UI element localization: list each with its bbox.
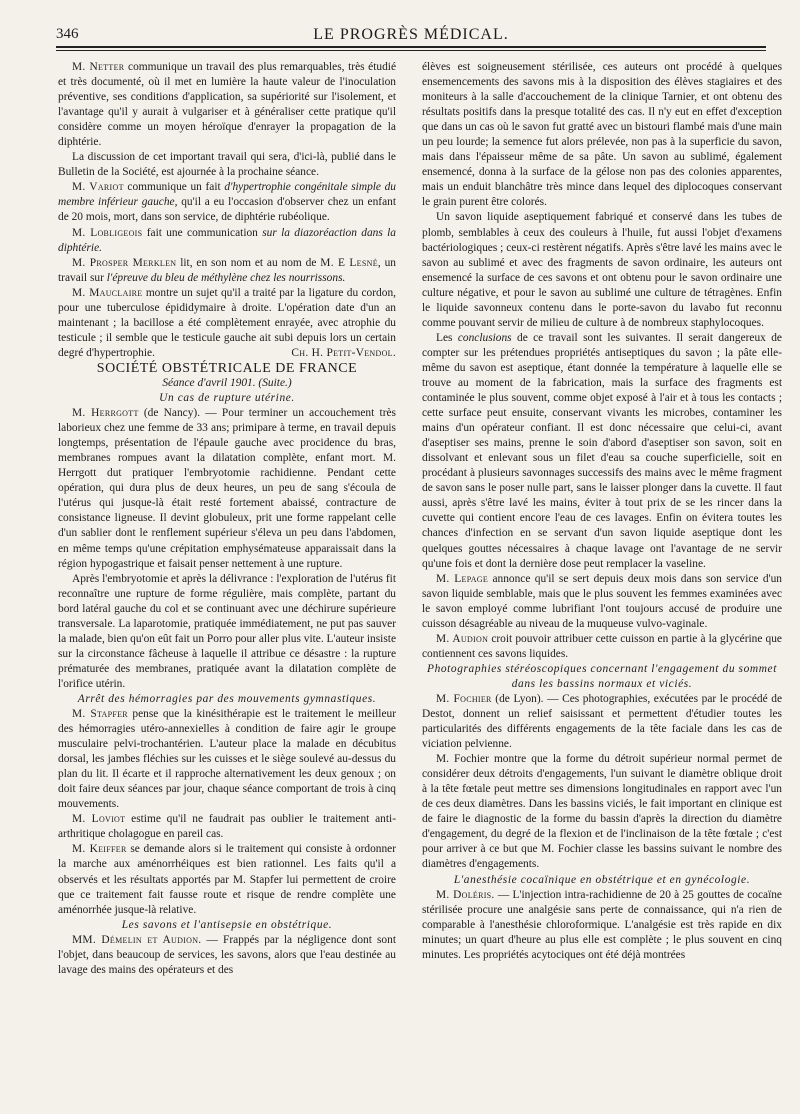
paragraph-text: (de Nancy). — Pour terminer un accouchement très laborieux chez une femme de 33 ans; primipare à terme, en travail depuis longtemps, présentation de l'épaule gauche avec procidence du bras, membranes rompues avant la dilatation complète, enfant mort. M. Herrgott dut pratiquer l'embryotomie rachidienne. Pendant cette opération, qui dura plus de deux heures, un peu de sang s'écoula de l'utérus qui jusque-là était resté fortement abaissé, contracture de consistance ligneuse. Il devint globuleux, prit une forme rappelant celle d'un sablier dont le renflement supérieur s'éleva un peu dans l'abdomen, en même temps qu'une crépitation emphysémateuse apparaissait dans la région hypogastrique et faisait penser nettement à une rupture. bbox=[58, 407, 396, 570]
paragraph-text: — Frappés par la négligence dont sont l'objet, dans beaucoup de services, les savons, alors que l'eau destinée au lavage des mains des opérateurs et des bbox=[58, 933, 396, 976]
speaker-name: M. Fochier bbox=[436, 692, 492, 705]
paragraph-text: Les bbox=[436, 331, 458, 344]
speaker-name: M. Lepage bbox=[436, 572, 489, 585]
paragraph-text: estime qu'il ne faudrait pas oublier le traitement anti-arthritique cholagogue en pareil cas. bbox=[58, 813, 396, 841]
speaker-name: M. Audion bbox=[436, 632, 489, 645]
speaker-name: M. Prosper Merklen bbox=[72, 256, 177, 269]
speaker-name: M. Doléris. bbox=[436, 888, 495, 901]
speaker-name: MM. Démelin et Audion. bbox=[72, 933, 202, 946]
paragraph-text: qu'il a eu l'occasion d'observer chez un enfant de 20 mois, mort, dans son service, de diphtérie rubéolique. bbox=[58, 196, 396, 224]
paragraph-demelin-audion bbox=[58, 933, 396, 978]
communication-title: sur la diazoréaction dans la diphtérie. bbox=[58, 226, 396, 254]
header-rule-thick bbox=[56, 46, 766, 48]
author-signature: Ch. H. Petit-Vendol. bbox=[291, 346, 396, 359]
section-title: SOCIÉTÉ OBSTÉTRICALE DE FRANCE bbox=[96, 360, 358, 376]
paragraph-audion bbox=[422, 632, 782, 662]
paragraph-embryotomie: Après l'embryotomie et après la délivrance : l'exploration de l'utérus fit reconnaître une rupture de forme régulière, mais complète, partant du bord latéral gauche du col et se continuant avec une déchirure supérieure transversale. La laparotomie, pratiquée immédiatement, ne put pas sauver la malade, bien qu'on eût fait un Porro pour aller plus vite. L'auteur insiste sur la circonstance fâcheuse à laquelle il attribue ce désastre : la rupture prématurée des membranes, pratiquée avant la dilatation complète de l'orifice utérin. bbox=[58, 572, 396, 690]
paragraph-conclusions bbox=[422, 331, 782, 572]
paragraph-text: , un travail sur bbox=[58, 256, 396, 284]
paragraph-text: de ce travail sont les suivantes. Il serait dangereux de compter sur les prétendues propriétés antiseptiques du savon ; la pâte elle-même du savon est aseptique, étant donnée la température à laquelle elle se trouve au moment de la fabrication, mais la surface des fragments est contaminée le plus souvent, comme objet exposé à l'air et à tous les contacts ; cette surface peut ensuite, conservant vivants les microbes, contaminer les mains d'un opérateur confiant. Il est donc nécessaire que celui-ci, avant d'aseptiser ses mains, prenne le soin d'abord d'aseptiser son savon, soit en dissolvant et enlevant sous un filet d'eau sa couche superficielle, soit en procédant à plusieurs savonnages successifs des mains avec le même fragment de savon sans le poser nulle part, sans le laisser plonger dans la cuvette. Il faut aussi, après s'être lavé les mains, éviter à tout prix de se les rincer dans la cuvette qui contient encore l'eau de ces lavages. Enfin on évitera toutes les chances d'infection en se servant d'un savon liquide aseptique dont les quelques gouttes nécessaires à chaque lavage ont l'avantage de ne servir qu'une fois et dont la dernière dose peut remplacer la vaseline. bbox=[422, 331, 782, 570]
paragraph-text: croit pouvoir attribuer cette cuisson en partie à la glycérine que contiennent ces savons liquides. bbox=[422, 632, 782, 660]
paragraph-text: pense que la kinésithérapie est le traitement le meilleur des hémorragies utéro-annexielles à condition de faire agir le groupe musculaire pelvi-trochantérien. L'auteur place la malade en décubitus dorsal, les jambes fléchies sur les cuisses et le siège soulevé au-dessus du plan du lit. Il écarte et il rapproche alternativement les deux genoux ; on doit faire deux séances par jour, chaque séance comportant de trois à cinq mouvements. bbox=[58, 708, 396, 811]
topic-heading: Les savons et l'antisepsie en obstétrique. bbox=[121, 918, 333, 931]
speaker-name: M. E Lesné bbox=[320, 256, 378, 269]
paragraph-loviot bbox=[58, 812, 396, 842]
topic-heading: L'anesthésie cocaïnique en obstétrique et en gynécologie. bbox=[453, 873, 751, 886]
paragraph-fochier-detroit: M. Fochier montre que la forme du détroit supérieur normal permet de considérer deux détroits d'engagements, l'un suivant le diamètre oblique droit à la tête fœtale peut mettre ses dimensions longitudinales en rapport avec l'un de ces deux diamètres. Dans les bassins viciés, le fait important en clinique est de faire le diagnostic de la forme du bassin d'après la direction du diamètre d'engagement, du degré de la flexion et de l'inclinaison de la tête fœtale ; c'est pour arriver à ce but que M. Fochier classe les bassins suivant le nombre des diamètres d'engagements. bbox=[422, 753, 782, 871]
paragraph-text: lit, en son nom et au nom de bbox=[176, 256, 321, 269]
paragraph-stapfer bbox=[58, 707, 396, 812]
paragraph-text: — L'injection intra-rachidienne de 20 à 25 gouttes de cocaïne stérilisée procure une analgésie sans perte de connaissance, qui n'a rien de comparable à l'anesthésie chloroformique. L'analgésie est très rapide en dix minutes; un quart d'heure au plus elle est complète ; le plus souvent en cinq minutes. Les propriétés acytociques ont été déjà montrées bbox=[422, 888, 782, 961]
speaker-name: M. Keiffer bbox=[72, 843, 127, 856]
paragraph-fochier bbox=[422, 692, 782, 752]
paragraph-mauclaire bbox=[58, 286, 396, 361]
section-session: Séance d'avril 1901. (Suite.) bbox=[162, 376, 292, 389]
paragraph-text: annonce qu'il se sert depuis deux mois dans son service d'un savon liquide semblable, mais que le plus souvent les femmes examinées avec le savon employé comme lubrifiant l'ont toujours accusé de produire une cuisson désagréable au niveau de la muqueuse vulvo-vaginale. bbox=[422, 572, 782, 630]
journal-title: LE PROGRÈS MÉDICAL. bbox=[313, 26, 509, 43]
paragraph-keiffer bbox=[58, 842, 396, 917]
right-column bbox=[422, 60, 782, 963]
communication-title: l'épreuve du bleu de méthylène chez les nourrissons. bbox=[106, 271, 346, 284]
paragraph-merklen bbox=[58, 256, 396, 286]
paragraph-netter bbox=[58, 60, 396, 150]
speaker-name: M. Loviot bbox=[72, 813, 126, 826]
topic-heading: Un cas de rupture utérine. bbox=[159, 392, 295, 405]
paragraph-savon-liquide: Un savon liquide aseptiquement fabriqué et conservé dans les tubes de plomb, semblables à ceux des couleurs à l'huile, fut aussi l'objet d'examens bactériologiques ; ceux-ci restèrent négatifs. Après s'être lavé les mains avec le savon au sublimé et avec des fragments de savon ordinaire, les auteurs ont ensemencé la surface de ces savons et ont obtenu pour le savon ordinaire une culture négative, et pour le savon au sublimé une culture de tétragènes. Enfin le liquide savonneux contenu dans le porte-savon du lavabo fut reconnu comme pouvant servir de milieu de culture à de nombreux staphylocoques. bbox=[422, 211, 782, 329]
paragraph-herrgott bbox=[58, 406, 396, 572]
paragraph-text: montre un sujet qu'il a traité par la ligature du cordon, pour une tuberculose épididymaire à droite. L'opération date d'un an maintenant ; la bacillose a été complètement enrayée, avec atrophie du testicule ; il semble que le testicule gauche ait subi depuis lors un certain degré d'hypertrophie. bbox=[58, 286, 396, 359]
paragraph-continuation: élèves est soigneusement stérilisée, ces auteurs ont procédé à quelques ensemencements des savons mis à la disposition des élèves stagiaires et des moniteurs à la salle d'accouchement de la clinique Tarnier, et ont obtenu des résultats positifs dans la presque totalité des cas. Il n'y eut en effet d'exception que dans un cas où le savon fut gratté avec un bistouri flambé mais d'une main un peu lourde; la semence fut alors prélevée, non pas à la superficie du savon, mais dans l'épaisseur même de sa pâte. Un savon au sublimé, également ensemencé, donna à la surface de la gélose non pas des colonies apparentes, mais un enduit blanchâtre très mince dans lequel des diplocoques conservant le grain purent être colorés. bbox=[422, 61, 782, 209]
speaker-name: M. Lobligeois bbox=[72, 226, 143, 239]
emphasis: conclusions bbox=[457, 331, 512, 344]
speaker-name: M. Stapfer bbox=[72, 708, 128, 721]
paragraph-discussion: La discussion de cet important travail qui sera, d'ici-là, publié dans le Bulletin de la Société, est ajournée à la prochaine séance. bbox=[58, 151, 396, 179]
paragraph-variot bbox=[58, 180, 396, 225]
paragraph-lobligeois bbox=[58, 226, 396, 256]
paragraph-text: fait une communication bbox=[142, 226, 263, 239]
speaker-name: M. Herrgott bbox=[72, 407, 139, 420]
topic-heading: Arrêt des hémorragies par des mouvements gymnastiques. bbox=[77, 692, 377, 705]
paragraph-text: communique un travail des plus remarquables, très étudié et très documenté, où il met en lumière la haute valeur de l'inoculation préventive, ses conditions d'application, sa supériorité sur l'isolement, et l'avantage qu'il y aurait à vulgariser et à généraliser cette pratique qu'il considère comme un moyen héroïque d'enrayer la propagation de la diphtérie. bbox=[58, 61, 397, 149]
paragraph-text: communique un fait bbox=[123, 181, 225, 194]
header-rule-thin bbox=[56, 50, 766, 51]
paragraph-text: se demande alors si le traitement qui consiste à ordonner la marche aux aménorrhéiques est bien rationnel. Les faits qu'il a observés et les résultats apportés par M. Stapfer lui permettent de croire que ce traitement fait fausse route et risque de rendre complète une aménorrhée jusque-là relative. bbox=[58, 843, 396, 916]
paragraph-text: (de Lyon). — Ces photographies, exécutées par le procédé de Destot, donnent un relief saisissant et permettent d'étudier toutes les particularités des différents engagements de la tête faciale dans les cas de viciation pelvienne. bbox=[422, 692, 783, 751]
left-column bbox=[58, 60, 396, 978]
topic-heading: Photographies stéréoscopiques concernant l'engagement du sommet dans les bassins normaux et viciés. bbox=[427, 662, 777, 690]
speaker-name: M. Netter bbox=[72, 61, 125, 73]
page-number: 346 bbox=[56, 26, 79, 42]
page-header bbox=[56, 26, 766, 48]
paragraph-lepage bbox=[422, 572, 782, 632]
paragraph-doleris bbox=[422, 888, 782, 963]
speaker-name: M. Variot bbox=[72, 181, 124, 194]
speaker-name: M. Mauclaire bbox=[72, 286, 143, 299]
communication-title: d'hypertrophie congénitale simple du membre inférieur gauche, bbox=[58, 181, 396, 209]
